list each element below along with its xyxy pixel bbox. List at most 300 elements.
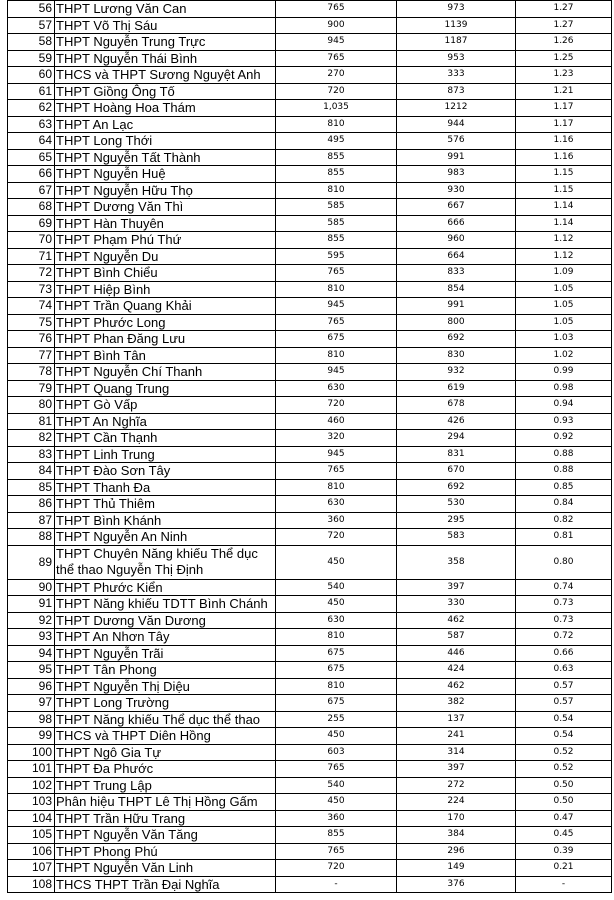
quota-cell: 540 <box>276 579 397 596</box>
quota-cell: 810 <box>276 182 397 199</box>
table-row <box>8 843 612 860</box>
spreadsheet <box>7 0 612 893</box>
quota-cell: 603 <box>276 744 397 761</box>
quota-cell: 450 <box>276 728 397 745</box>
quota-cell: 630 <box>276 612 397 629</box>
ratio-cell: 0.93 <box>516 413 612 430</box>
rank-cell: 100 <box>8 744 55 761</box>
rank-cell: 98 <box>8 711 55 728</box>
school-name-cell: THPT Phạm Phú Thứ <box>55 232 276 249</box>
ratio-cell: 1.12 <box>516 232 612 249</box>
school-name-cell: THPT Linh Trung <box>55 446 276 463</box>
ratio-cell: 0.21 <box>516 860 612 877</box>
applicants-cell: 462 <box>397 678 516 695</box>
table-row <box>8 662 612 679</box>
ratio-cell: - <box>516 876 612 893</box>
applicants-cell: 800 <box>397 314 516 331</box>
ratio-cell: 0.54 <box>516 728 612 745</box>
school-name-cell: THPT Nguyễn Văn Tăng <box>55 827 276 844</box>
table-row <box>8 827 612 844</box>
table-row <box>8 794 612 811</box>
rank-cell: 76 <box>8 331 55 348</box>
school-name-cell: THPT Trần Hữu Trang <box>55 810 276 827</box>
ratio-cell: 1.02 <box>516 347 612 364</box>
applicants-cell: 667 <box>397 199 516 216</box>
ratio-cell: 0.72 <box>516 629 612 646</box>
applicants-cell: 678 <box>397 397 516 414</box>
quota-cell: 450 <box>276 545 397 579</box>
school-name-cell: THPT An Nhơn Tây <box>55 629 276 646</box>
rank-cell: 93 <box>8 629 55 646</box>
applicants-cell: 991 <box>397 298 516 315</box>
rank-cell: 97 <box>8 695 55 712</box>
quota-cell: 450 <box>276 596 397 613</box>
applicants-cell: 149 <box>397 860 516 877</box>
table-row <box>8 100 612 117</box>
table-row <box>8 529 612 546</box>
applicants-cell: 1212 <box>397 100 516 117</box>
rank-cell: 103 <box>8 794 55 811</box>
rank-cell: 61 <box>8 83 55 100</box>
table-row <box>8 496 612 513</box>
quota-cell: 720 <box>276 397 397 414</box>
table-row <box>8 149 612 166</box>
table-row <box>8 512 612 529</box>
school-name-cell: THPT Thanh Đa <box>55 479 276 496</box>
ratio-cell: 1.27 <box>516 17 612 34</box>
rank-cell: 77 <box>8 347 55 364</box>
table-row <box>8 116 612 133</box>
table-row <box>8 596 612 613</box>
rank-cell: 94 <box>8 645 55 662</box>
rank-cell: 91 <box>8 596 55 613</box>
ratio-cell: 0.84 <box>516 496 612 513</box>
school-name-cell: THPT Cần Thạnh <box>55 430 276 447</box>
ratio-cell: 1.21 <box>516 83 612 100</box>
applicants-cell: 446 <box>397 645 516 662</box>
table-row <box>8 50 612 67</box>
ratio-cell: 1.15 <box>516 166 612 183</box>
ratio-cell: 1.05 <box>516 281 612 298</box>
ratio-cell: 0.63 <box>516 662 612 679</box>
rank-cell: 68 <box>8 199 55 216</box>
applicants-cell: 854 <box>397 281 516 298</box>
applicants-cell: 294 <box>397 430 516 447</box>
school-name-cell: THPT Phan Đăng Lưu <box>55 331 276 348</box>
quota-cell: 720 <box>276 860 397 877</box>
school-name-cell: THPT Nguyễn An Ninh <box>55 529 276 546</box>
table-row <box>8 1 612 18</box>
school-name-cell: Phân hiệu THPT Lê Thị Hồng Gấm <box>55 794 276 811</box>
rank-cell: 71 <box>8 248 55 265</box>
applicants-cell: 583 <box>397 529 516 546</box>
school-name-cell: THPT Chuyên Năng khiếu Thể dục thể thao Nguyễn Thị Định <box>55 545 276 579</box>
applicants-cell: 576 <box>397 133 516 150</box>
school-name-cell: THPT Gò Vấp <box>55 397 276 414</box>
ratio-cell: 0.81 <box>516 529 612 546</box>
ratio-cell: 0.57 <box>516 678 612 695</box>
applicants-cell: 376 <box>397 876 516 893</box>
rank-cell: 83 <box>8 446 55 463</box>
school-name-cell: THPT Năng khiếu TDTT Bình Chánh <box>55 596 276 613</box>
table-row <box>8 810 612 827</box>
ratio-cell: 0.73 <box>516 612 612 629</box>
school-name-cell: THPT Nguyễn Tất Thành <box>55 149 276 166</box>
rank-cell: 60 <box>8 67 55 84</box>
applicants-cell: 384 <box>397 827 516 844</box>
quota-cell: 810 <box>276 678 397 695</box>
table-row <box>8 166 612 183</box>
quota-cell: 1,035 <box>276 100 397 117</box>
table-row <box>8 413 612 430</box>
quota-cell: 765 <box>276 843 397 860</box>
quota-cell: 810 <box>276 629 397 646</box>
ratio-cell: 1.16 <box>516 133 612 150</box>
rank-cell: 87 <box>8 512 55 529</box>
ratio-cell: 0.45 <box>516 827 612 844</box>
rank-cell: 99 <box>8 728 55 745</box>
school-name-cell: THPT An Lạc <box>55 116 276 133</box>
applicants-cell: 831 <box>397 446 516 463</box>
rank-cell: 58 <box>8 34 55 51</box>
school-name-cell: THPT Hoàng Hoa Thám <box>55 100 276 117</box>
applicants-cell: 314 <box>397 744 516 761</box>
quota-cell: 810 <box>276 347 397 364</box>
applicants-cell: 930 <box>397 182 516 199</box>
ratio-cell: 1.17 <box>516 116 612 133</box>
applicants-cell: 692 <box>397 331 516 348</box>
rank-cell: 69 <box>8 215 55 232</box>
quota-cell: 460 <box>276 413 397 430</box>
rank-cell: 81 <box>8 413 55 430</box>
school-name-cell: THPT An Nghĩa <box>55 413 276 430</box>
school-name-cell: THPT Dương Văn Thì <box>55 199 276 216</box>
applicants-cell: 382 <box>397 695 516 712</box>
quota-cell: 450 <box>276 794 397 811</box>
quota-cell: 855 <box>276 827 397 844</box>
applicants-cell: 137 <box>397 711 516 728</box>
table-row <box>8 695 612 712</box>
table-row <box>8 17 612 34</box>
quota-cell: 855 <box>276 232 397 249</box>
applicants-cell: 426 <box>397 413 516 430</box>
rank-cell: 88 <box>8 529 55 546</box>
school-name-cell: THPT Hiệp Bình <box>55 281 276 298</box>
applicants-cell: 295 <box>397 512 516 529</box>
rank-cell: 105 <box>8 827 55 844</box>
school-name-cell: THPT Nguyễn Văn Linh <box>55 860 276 877</box>
quota-cell: 595 <box>276 248 397 265</box>
quota-cell: - <box>276 876 397 893</box>
rank-cell: 62 <box>8 100 55 117</box>
ratio-cell: 1.03 <box>516 331 612 348</box>
ratio-cell: 1.27 <box>516 1 612 18</box>
applicants-cell: 830 <box>397 347 516 364</box>
applicants-cell: 619 <box>397 380 516 397</box>
school-name-cell: THCS và THPT Diên Hồng <box>55 728 276 745</box>
applicants-cell: 397 <box>397 579 516 596</box>
rank-cell: 104 <box>8 810 55 827</box>
ratio-cell: 0.92 <box>516 430 612 447</box>
ratio-cell: 1.26 <box>516 34 612 51</box>
quota-cell: 765 <box>276 463 397 480</box>
rank-cell: 56 <box>8 1 55 18</box>
quota-cell: 765 <box>276 265 397 282</box>
school-name-cell: THPT Nguyễn Chí Thanh <box>55 364 276 381</box>
ratio-cell: 0.66 <box>516 645 612 662</box>
ratio-cell: 0.39 <box>516 843 612 860</box>
ratio-cell: 1.05 <box>516 298 612 315</box>
quota-cell: 765 <box>276 761 397 778</box>
quota-cell: 720 <box>276 83 397 100</box>
table-row <box>8 397 612 414</box>
school-name-cell: THPT Đa Phước <box>55 761 276 778</box>
school-name-cell: THPT Thủ Thiêm <box>55 496 276 513</box>
rank-cell: 89 <box>8 545 55 579</box>
school-name-cell: THPT Phước Kiển <box>55 579 276 596</box>
applicants-cell: 224 <box>397 794 516 811</box>
table-row <box>8 133 612 150</box>
quota-cell: 945 <box>276 298 397 315</box>
ratio-cell: 0.52 <box>516 744 612 761</box>
rank-cell: 64 <box>8 133 55 150</box>
school-name-cell: THPT Long Thới <box>55 133 276 150</box>
table-row <box>8 629 612 646</box>
table-row <box>8 744 612 761</box>
table-body <box>8 1 612 893</box>
table-row <box>8 579 612 596</box>
rank-cell: 74 <box>8 298 55 315</box>
ratio-cell: 0.50 <box>516 794 612 811</box>
quota-cell: 855 <box>276 166 397 183</box>
school-ratio-table <box>7 0 612 893</box>
table-row <box>8 446 612 463</box>
school-name-cell: THPT Tân Phong <box>55 662 276 679</box>
school-name-cell: THPT Bình Khánh <box>55 512 276 529</box>
table-row <box>8 314 612 331</box>
applicants-cell: 991 <box>397 149 516 166</box>
ratio-cell: 1.09 <box>516 265 612 282</box>
rank-cell: 84 <box>8 463 55 480</box>
rank-cell: 59 <box>8 50 55 67</box>
rank-cell: 80 <box>8 397 55 414</box>
school-name-cell: THPT Giồng Ông Tố <box>55 83 276 100</box>
applicants-cell: 953 <box>397 50 516 67</box>
rank-cell: 70 <box>8 232 55 249</box>
table-row <box>8 728 612 745</box>
ratio-cell: 1.25 <box>516 50 612 67</box>
table-row <box>8 761 612 778</box>
school-name-cell: THPT Bình Tân <box>55 347 276 364</box>
school-name-cell: THPT Quang Trung <box>55 380 276 397</box>
ratio-cell: 1.17 <box>516 100 612 117</box>
applicants-cell: 833 <box>397 265 516 282</box>
school-name-cell: THPT Nguyễn Du <box>55 248 276 265</box>
table-row <box>8 265 612 282</box>
school-name-cell: THPT Nguyễn Trãi <box>55 645 276 662</box>
ratio-cell: 0.82 <box>516 512 612 529</box>
applicants-cell: 932 <box>397 364 516 381</box>
rank-cell: 65 <box>8 149 55 166</box>
applicants-cell: 397 <box>397 761 516 778</box>
school-name-cell: THPT Nguyễn Huệ <box>55 166 276 183</box>
ratio-cell: 0.88 <box>516 463 612 480</box>
school-name-cell: THPT Nguyễn Thái Bình <box>55 50 276 67</box>
applicants-cell: 670 <box>397 463 516 480</box>
table-row <box>8 463 612 480</box>
quota-cell: 675 <box>276 662 397 679</box>
quota-cell: 320 <box>276 430 397 447</box>
school-name-cell: THPT Trần Quang Khải <box>55 298 276 315</box>
ratio-cell: 0.74 <box>516 579 612 596</box>
table-row <box>8 199 612 216</box>
ratio-cell: 0.88 <box>516 446 612 463</box>
table-row <box>8 479 612 496</box>
ratio-cell: 1.15 <box>516 182 612 199</box>
quota-cell: 675 <box>276 645 397 662</box>
quota-cell: 720 <box>276 529 397 546</box>
school-name-cell: THPT Phong Phú <box>55 843 276 860</box>
table-row <box>8 83 612 100</box>
table-row <box>8 860 612 877</box>
school-name-cell: THPT Lương Văn Can <box>55 1 276 18</box>
school-name-cell: THPT Nguyễn Trung Trực <box>55 34 276 51</box>
applicants-cell: 587 <box>397 629 516 646</box>
ratio-cell: 0.94 <box>516 397 612 414</box>
rank-cell: 82 <box>8 430 55 447</box>
applicants-cell: 973 <box>397 1 516 18</box>
applicants-cell: 333 <box>397 67 516 84</box>
quota-cell: 360 <box>276 810 397 827</box>
school-name-cell: THCS và THPT Sương Nguyệt Anh <box>55 67 276 84</box>
rank-cell: 67 <box>8 182 55 199</box>
quota-cell: 855 <box>276 149 397 166</box>
applicants-cell: 1139 <box>397 17 516 34</box>
table-row <box>8 331 612 348</box>
table-row <box>8 678 612 695</box>
school-name-cell: THPT Trung Lập <box>55 777 276 794</box>
quota-cell: 270 <box>276 67 397 84</box>
ratio-cell: 0.99 <box>516 364 612 381</box>
applicants-cell: 960 <box>397 232 516 249</box>
rank-cell: 79 <box>8 380 55 397</box>
ratio-cell: 0.73 <box>516 596 612 613</box>
applicants-cell: 358 <box>397 545 516 579</box>
rank-cell: 92 <box>8 612 55 629</box>
ratio-cell: 1.05 <box>516 314 612 331</box>
table-row <box>8 645 612 662</box>
rank-cell: 107 <box>8 860 55 877</box>
table-row <box>8 248 612 265</box>
quota-cell: 945 <box>276 34 397 51</box>
table-row <box>8 34 612 51</box>
ratio-cell: 0.52 <box>516 761 612 778</box>
applicants-cell: 1187 <box>397 34 516 51</box>
quota-cell: 630 <box>276 496 397 513</box>
rank-cell: 96 <box>8 678 55 695</box>
rank-cell: 95 <box>8 662 55 679</box>
applicants-cell: 330 <box>397 596 516 613</box>
table-row <box>8 215 612 232</box>
rank-cell: 106 <box>8 843 55 860</box>
table-row <box>8 347 612 364</box>
school-name-cell: THPT Bình Chiểu <box>55 265 276 282</box>
rank-cell: 73 <box>8 281 55 298</box>
quota-cell: 255 <box>276 711 397 728</box>
ratio-cell: 0.85 <box>516 479 612 496</box>
rank-cell: 90 <box>8 579 55 596</box>
quota-cell: 810 <box>276 116 397 133</box>
quota-cell: 810 <box>276 479 397 496</box>
ratio-cell: 0.54 <box>516 711 612 728</box>
ratio-cell: 0.47 <box>516 810 612 827</box>
school-name-cell: THPT Dương Văn Dương <box>55 612 276 629</box>
applicants-cell: 664 <box>397 248 516 265</box>
applicants-cell: 424 <box>397 662 516 679</box>
quota-cell: 810 <box>276 281 397 298</box>
applicants-cell: 692 <box>397 479 516 496</box>
quota-cell: 495 <box>276 133 397 150</box>
rank-cell: 101 <box>8 761 55 778</box>
applicants-cell: 666 <box>397 215 516 232</box>
table-row <box>8 430 612 447</box>
table-row <box>8 380 612 397</box>
table-row <box>8 298 612 315</box>
applicants-cell: 170 <box>397 810 516 827</box>
quota-cell: 630 <box>276 380 397 397</box>
rank-cell: 78 <box>8 364 55 381</box>
quota-cell: 945 <box>276 446 397 463</box>
school-name-cell: THPT Long Trường <box>55 695 276 712</box>
school-name-cell: THCS THPT Trần Đại Nghĩa <box>55 876 276 893</box>
ratio-cell: 1.23 <box>516 67 612 84</box>
school-name-cell: THPT Phước Long <box>55 314 276 331</box>
rank-cell: 85 <box>8 479 55 496</box>
table-row <box>8 67 612 84</box>
ratio-cell: 1.16 <box>516 149 612 166</box>
applicants-cell: 983 <box>397 166 516 183</box>
quota-cell: 585 <box>276 215 397 232</box>
quota-cell: 585 <box>276 199 397 216</box>
quota-cell: 360 <box>276 512 397 529</box>
table-row <box>8 612 612 629</box>
table-row <box>8 777 612 794</box>
quota-cell: 945 <box>276 364 397 381</box>
table-row <box>8 711 612 728</box>
rank-cell: 72 <box>8 265 55 282</box>
rank-cell: 86 <box>8 496 55 513</box>
school-name-cell: THPT Năng khiếu Thể dục thể thao <box>55 711 276 728</box>
school-name-cell: THPT Nguyễn Hữu Thọ <box>55 182 276 199</box>
table-row <box>8 232 612 249</box>
school-name-cell: THPT Hàn Thuyên <box>55 215 276 232</box>
ratio-cell: 1.14 <box>516 199 612 216</box>
rank-cell: 75 <box>8 314 55 331</box>
ratio-cell: 0.80 <box>516 545 612 579</box>
quota-cell: 765 <box>276 314 397 331</box>
applicants-cell: 873 <box>397 83 516 100</box>
rank-cell: 57 <box>8 17 55 34</box>
applicants-cell: 241 <box>397 728 516 745</box>
applicants-cell: 530 <box>397 496 516 513</box>
ratio-cell: 0.57 <box>516 695 612 712</box>
applicants-cell: 462 <box>397 612 516 629</box>
ratio-cell: 1.12 <box>516 248 612 265</box>
table-row <box>8 281 612 298</box>
rank-cell: 102 <box>8 777 55 794</box>
table-row <box>8 182 612 199</box>
quota-cell: 765 <box>276 50 397 67</box>
